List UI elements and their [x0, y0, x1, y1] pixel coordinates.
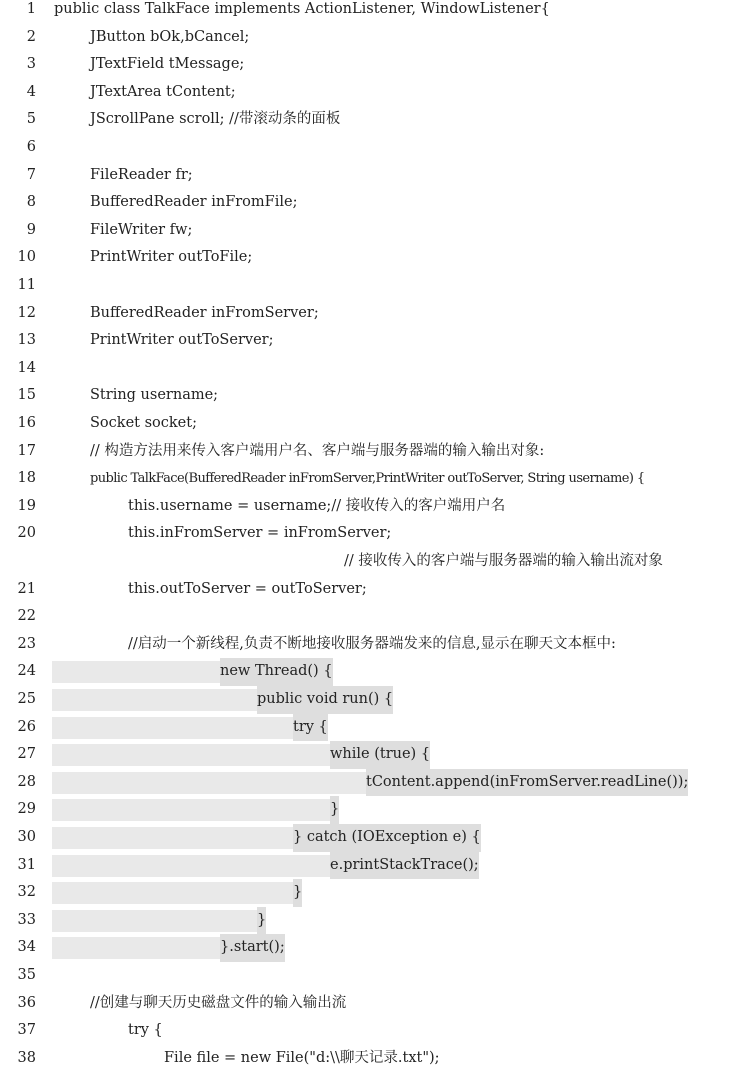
code-line — [0, 769, 756, 797]
line-number: 7 — [26, 166, 36, 183]
code-line — [0, 1045, 756, 1073]
code-text: String username; — [90, 387, 219, 404]
line-number: 5 — [26, 111, 36, 128]
code-text: PrintWriter outToServer; — [90, 332, 274, 349]
line-number: 36 — [17, 994, 36, 1011]
code-text: // 构造方法用来传入客户端用户名、客户端与服务器端的输入输出对象: — [90, 442, 545, 459]
line-number: 37 — [17, 1022, 36, 1039]
code-line — [0, 962, 756, 990]
line-number: 9 — [26, 221, 36, 238]
code-text: public class TalkFace implements ActionListener, WindowListener{ — [54, 1, 550, 17]
code-line — [0, 134, 756, 162]
highlight-band — [52, 717, 293, 739]
code-text: FileReader fr; — [90, 166, 193, 183]
code-line — [0, 603, 756, 631]
line-number: 33 — [17, 911, 36, 928]
code-line — [0, 493, 756, 521]
code-text: while (true) { — [330, 741, 430, 769]
code-text: File file = new File("d:\\聊天记录.txt"); — [164, 1049, 440, 1066]
line-number: 19 — [17, 497, 36, 514]
code-line — [0, 576, 756, 604]
code-text: } — [293, 879, 302, 907]
code-text: FileWriter fw; — [90, 221, 193, 238]
code-line — [0, 686, 756, 714]
line-number: 21 — [17, 580, 36, 597]
line-number: 13 — [17, 332, 36, 349]
line-number: 4 — [26, 83, 36, 100]
code-text: }.start(); — [220, 934, 285, 962]
code-line — [0, 24, 756, 52]
line-number: 34 — [17, 939, 36, 956]
code-line — [0, 410, 756, 438]
code-line — [0, 355, 756, 383]
code-line — [0, 272, 756, 300]
highlight-band — [52, 744, 330, 766]
code-line — [0, 0, 756, 24]
highlight-band — [52, 772, 366, 794]
highlight-band — [52, 661, 220, 683]
code-line — [0, 852, 756, 880]
code-text: } — [330, 796, 339, 824]
line-number: 12 — [17, 304, 36, 321]
code-line — [0, 741, 756, 769]
line-number: 14 — [17, 359, 36, 376]
line-number: 2 — [26, 28, 36, 45]
line-number: 27 — [17, 746, 36, 763]
code-text: e.printStackTrace(); — [330, 852, 479, 880]
line-number: 3 — [26, 56, 36, 73]
code-text: try { — [293, 714, 328, 742]
line-number: 25 — [17, 691, 36, 707]
code-text: BufferedReader inFromServer; — [90, 304, 319, 321]
code-text: Socket socket; — [90, 415, 197, 431]
line-number: 1 — [26, 1, 36, 17]
code-line — [0, 631, 756, 659]
highlight-band — [52, 689, 257, 711]
code-text: BufferedReader inFromFile; — [90, 194, 298, 211]
code-text: JTextArea tContent; — [90, 83, 236, 100]
line-number: 28 — [17, 773, 36, 790]
code-text: // 接收传入的客户端与服务器端的输入输出流对象 — [344, 553, 663, 569]
line-number: 18 — [17, 470, 36, 487]
code-text: try { — [128, 1022, 163, 1039]
line-number: 20 — [17, 525, 36, 542]
code-line — [0, 934, 756, 962]
highlight-band — [52, 827, 293, 849]
line-number: 10 — [17, 249, 36, 266]
code-text: JScrollPane scroll; //带滚动条的面板 — [90, 111, 341, 128]
code-line — [0, 907, 756, 935]
code-line — [0, 51, 756, 79]
code-text: JButton bOk,bCancel; — [90, 28, 250, 45]
code-line — [0, 658, 756, 686]
code-line — [0, 106, 756, 134]
code-text: public void run() { — [257, 686, 393, 714]
code-text: new Thread() { — [220, 658, 333, 686]
line-number: 15 — [17, 387, 36, 404]
code-line — [0, 327, 756, 355]
code-text: this.inFromServer = inFromServer; — [128, 525, 392, 542]
code-line — [0, 382, 756, 410]
highlight-band — [52, 937, 220, 959]
code-line — [0, 714, 756, 742]
code-line — [0, 548, 756, 576]
code-line — [0, 162, 756, 190]
line-number: 38 — [17, 1049, 36, 1066]
code-line — [0, 1017, 756, 1045]
line-number: 16 — [17, 415, 36, 431]
line-number: 6 — [26, 139, 36, 155]
code-line — [0, 796, 756, 824]
highlight-band — [52, 882, 293, 904]
code-text: this.username = username;// 接收传入的客户端用户名 — [128, 497, 506, 514]
code-text: } catch (IOException e) { — [293, 824, 481, 852]
line-number: 31 — [17, 856, 36, 873]
line-number: 22 — [17, 608, 36, 625]
line-number: 17 — [17, 442, 36, 459]
code-line — [0, 990, 756, 1018]
code-text: this.outToServer = outToServer; — [128, 580, 367, 597]
code-line — [0, 244, 756, 272]
line-number: 30 — [17, 829, 36, 845]
line-number: 24 — [17, 663, 36, 680]
code-text: public TalkFace(BufferedReader inFromServer,PrintWriter outToServer, String username) { — [90, 471, 645, 487]
code-line — [0, 79, 756, 107]
code-line — [0, 879, 756, 907]
code-line — [0, 465, 756, 493]
highlight-band — [52, 799, 330, 821]
code-text: JTextField tMessage; — [90, 56, 245, 73]
highlight-band — [52, 910, 257, 932]
line-number: 26 — [17, 718, 36, 735]
code-line — [0, 438, 756, 466]
code-text: //创建与聊天历史磁盘文件的输入输出流 — [90, 994, 347, 1011]
code-text: } — [257, 907, 266, 935]
line-number: 35 — [17, 967, 36, 983]
code-text: PrintWriter outToFile; — [90, 249, 253, 266]
highlight-band — [52, 855, 330, 877]
line-number: 23 — [17, 635, 36, 652]
line-number: 32 — [17, 884, 36, 901]
line-number: 8 — [26, 194, 36, 211]
line-number: 29 — [17, 801, 36, 818]
code-line — [0, 217, 756, 245]
code-text: tContent.append(inFromServer.readLine()); — [366, 769, 688, 797]
code-text: //启动一个新线程,负责不断地接收服务器端发来的信息,显示在聊天文本框中: — [128, 635, 616, 652]
code-line — [0, 189, 756, 217]
code-line — [0, 300, 756, 328]
line-number: 11 — [17, 277, 36, 293]
code-line — [0, 824, 756, 852]
code-line — [0, 520, 756, 548]
